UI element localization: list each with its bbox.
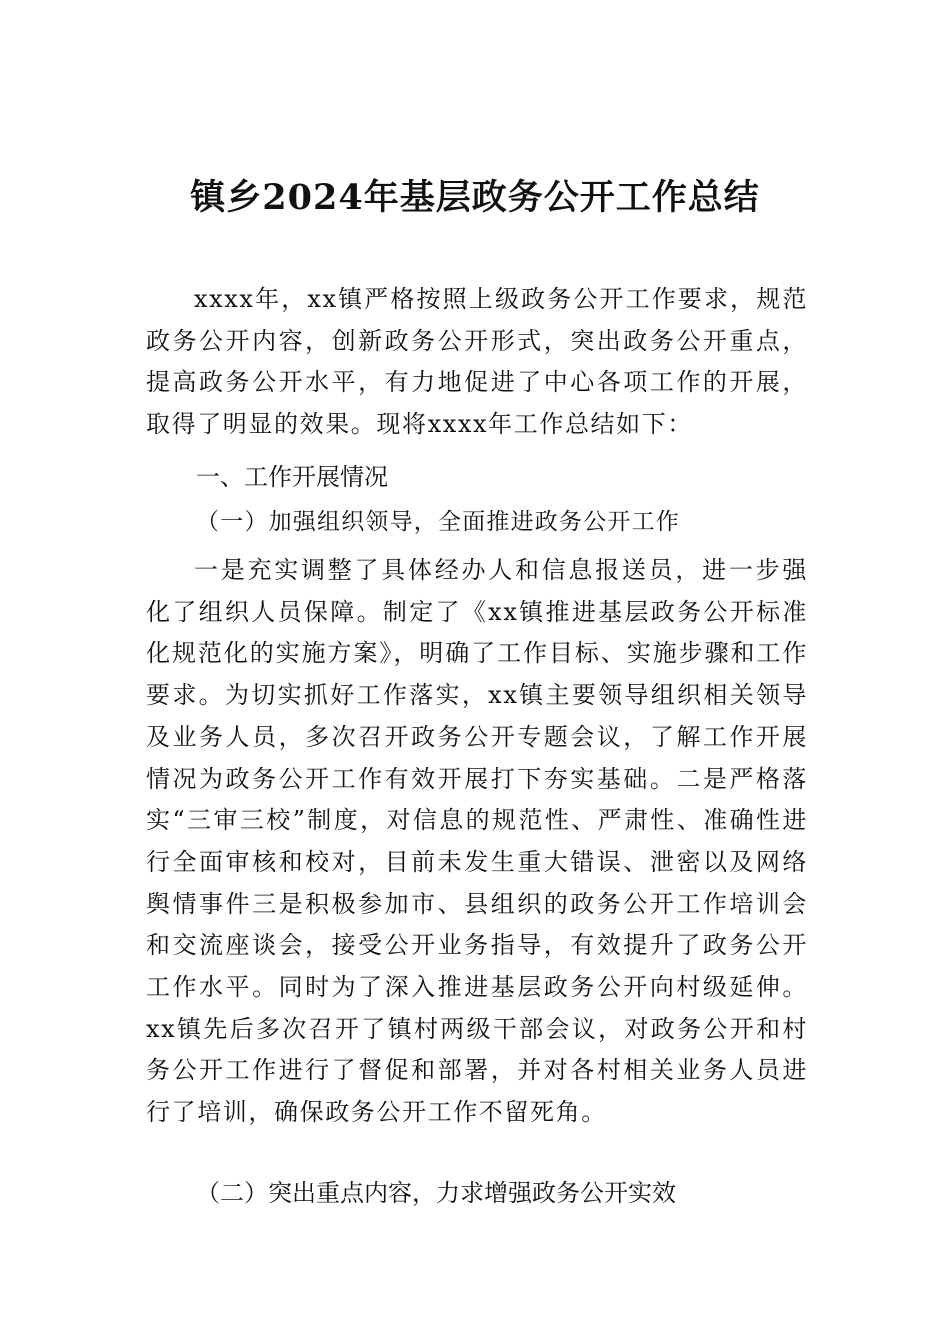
- organization-text: 一是充实调整了具体经办人和信息报送员，进一步强化了组织人员保障。制定了《xx镇推进基层政务公开标准化规范化的实施方案》，明确了工作目标、实施步骤和工作要求。为切实抓好工作落实，xx镇主要领导组织相关领导及业务人员，多次召开政务公开专题会议，了解工作开展情况为政务公开工作有效开展打下夯实基础。二是严格落实“三审三校”制度，对信息的规范性、严肃性、准确性进行全面审核和校对，目前未发生重大错误、泄密以及网络舆情事件三是积极参加市、县组织的政务公开工作培训会和交流座谈会，接受公开业务指导，有效提升了政务公开工作水平。同时为了深入推进基层政务公开向村级延伸。xx镇先后多次召开了镇村两级干部会议，对政务公开和村务公开工作进行了督促和部署，并对各村相关业务人员进行了培训，确保政务公开工作不留死角。: [146, 556, 808, 1127]
- document-title: 镇乡2024年基层政务公开工作总结: [190, 177, 760, 218]
- organization-paragraph: [146, 550, 808, 1134]
- intro-paragraph: [146, 279, 808, 446]
- subsection-heading-key-content: （二）突出重点内容，力求增强政务公开实效: [196, 1179, 676, 1207]
- subsection-heading-organization: （一）加强组织领导，全面推进政务公开工作: [196, 509, 680, 535]
- section-heading-work-status: 一、工作开展情况: [196, 463, 388, 491]
- intro-text: xxxx年，xx镇严格按照上级政务公开工作要求，规范政务公开内容，创新政务公开形式，突出政务公开重点，提高政务公开水平，有力地促进了中心各项工作的开展，取得了明显的效果。现将xxxx年工作总结如下：: [146, 285, 808, 439]
